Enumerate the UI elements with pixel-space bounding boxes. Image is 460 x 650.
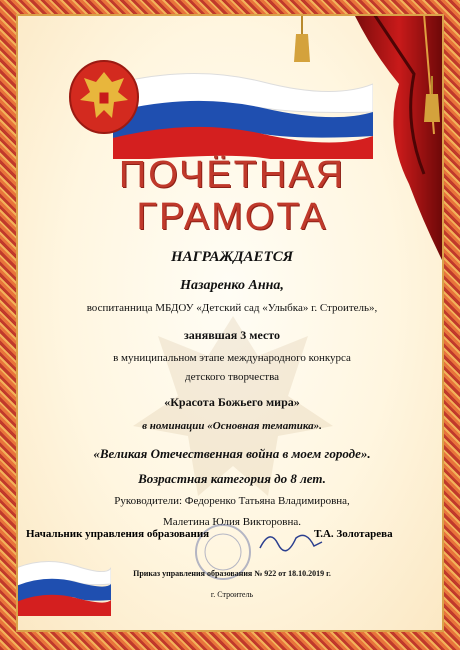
awarded-heading: НАГРАЖДАЕТСЯ — [170, 249, 294, 265]
supervisors-line-1: Руководители: Федоренко Татьяна Владимировна, — [114, 495, 350, 507]
tassel-icon — [292, 16, 312, 64]
order-text: Приказ управления образования № 922 от 18.10.2019 г. — [133, 569, 331, 578]
nomination-text: в номинации «Основная тематика». — [142, 420, 322, 432]
supervisors-line-2: Малетина Юлия Викторовна. — [163, 516, 301, 528]
city-text: г. Строитель — [210, 590, 254, 599]
place-text: занявшая 3 место — [183, 328, 281, 342]
work-title: «Великая Отечественная война в моем городе». — [93, 446, 371, 461]
certificate-page — [16, 14, 444, 632]
age-category: Возрастная категория до 8 лет. — [138, 471, 326, 486]
creativity-text: детского творчества — [184, 371, 280, 383]
pupil-of-text: воспитанница МБДОУ «Детский сад «Улыбка» г. Строитель», — [86, 302, 378, 314]
stage-text: в муниципальном этапе международного конкурса — [113, 352, 351, 364]
tassel-icon — [422, 76, 442, 124]
head-name: Т.А. Золотарева — [314, 528, 393, 540]
russian-flag-icon — [113, 64, 373, 159]
title-line-1: ПОЧЁТНАЯ — [118, 154, 346, 196]
coat-of-arms-icon — [68, 58, 140, 136]
title-line-2: ГРАМОТА — [136, 196, 328, 238]
head-title: Начальник управления образования — [26, 528, 210, 540]
contest-name: «Красота Божьего мира» — [164, 395, 300, 409]
russian-flag-small-icon — [16, 556, 111, 616]
awardee-name: Назаренко Анна, — [180, 278, 284, 293]
